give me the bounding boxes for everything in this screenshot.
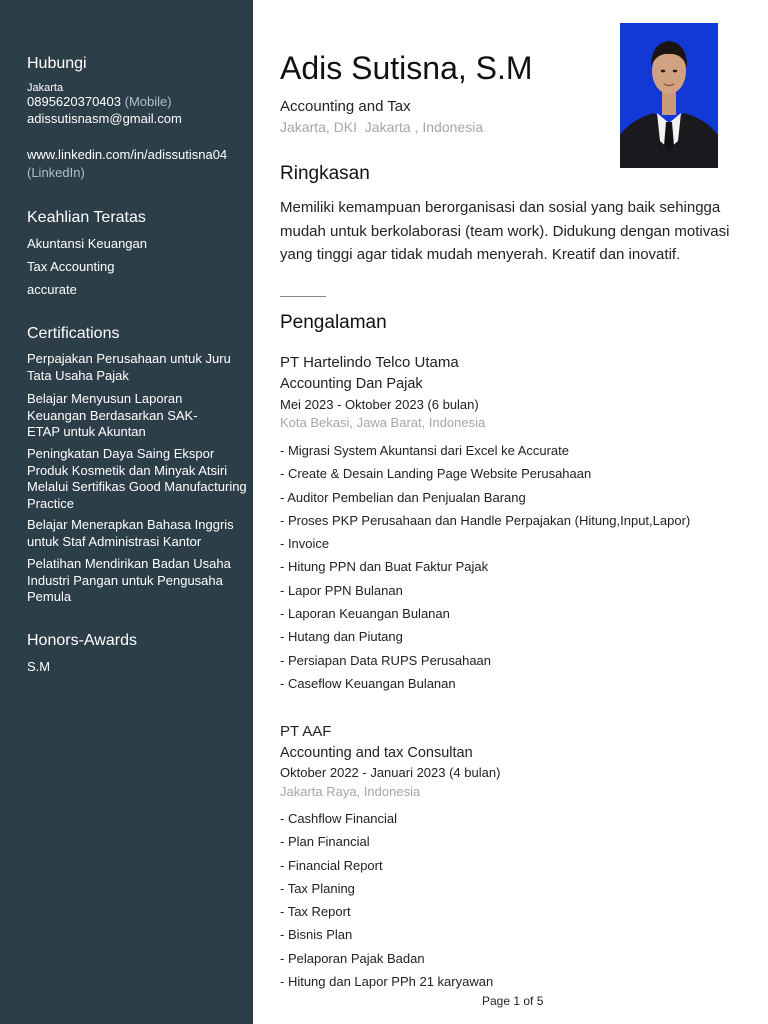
profile-name: Adis Sutisna, S.M [280, 50, 533, 86]
job-bullet: - Caseflow Keuangan Bulanan [280, 675, 456, 691]
profile-photo [620, 23, 718, 168]
job-bullet: - Pelaporan Pajak Badan [280, 950, 425, 966]
phone-type: (Mobile) [124, 94, 172, 109]
job-bullet: - Migrasi System Akuntansi dari Excel ke Accurate [280, 443, 570, 458]
summary-heading: Ringkasan [280, 163, 370, 184]
job-bullet: - Tax Planing [280, 880, 355, 896]
job-bullet-list [280, 807, 750, 993]
summary-text: Memiliki kemampuan berorganisasi dan sosial yang baik sehingga mudah untuk berkolaborasi (team work). Didukung dengan motivasi yang tinggi agar tidak mudah menyerah. Kreatif dan inovatif. [280, 199, 730, 263]
skill-item: Akuntansi Keuangan [27, 236, 147, 251]
contact-heading: Hubungi [27, 55, 87, 72]
job-location: Kota Bekasi, Jawa Barat, Indonesia [280, 415, 486, 430]
job-bullet: - Lapor PPN Bulanan [280, 582, 403, 598]
job-bullet: - Hitung dan Lapor PPh 21 karyawan [280, 974, 494, 990]
job-bullet: - Cashflow Financial [280, 811, 398, 826]
job-bullet: - Hutang dan Piutang [280, 629, 403, 645]
contact-email[interactable]: adissutisnasm@gmail.com [27, 111, 182, 126]
job-bullet: - Bisnis Plan [280, 927, 353, 943]
job-bullet-list [280, 439, 750, 695]
skill-item: accurate [27, 282, 77, 297]
contact-city: Jakarta [27, 82, 64, 94]
job-bullet: - Proses PKP Perusahaan dan Handle Perpajakan (Hitung,Input,Lapor) [280, 512, 691, 528]
certification-item: Belajar Menyusun Laporan Keuangan Berdasarkan SAK-ETAP untuk Akuntan [27, 391, 198, 439]
job-bullet: - Plan Financial [280, 834, 370, 850]
job-company: PT AAF [280, 723, 332, 740]
certifications-heading: Certifications [27, 325, 120, 342]
honor-item: S.M [27, 659, 51, 674]
sidebar [0, 0, 253, 1024]
section-divider [280, 296, 326, 297]
job-bullet: - Financial Report [280, 857, 383, 873]
contact-phone [27, 94, 172, 110]
experience-heading: Pengalaman [280, 312, 387, 333]
job-dates: Mei 2023 - Oktober 2023 (6 bulan) [280, 397, 479, 412]
job-bullet: - Invoice [280, 536, 330, 552]
contact-linkedin[interactable]: www.linkedin.com/in/adissutisna04 [27, 147, 228, 162]
skills-heading: Keahlian Teratas [27, 209, 146, 226]
honors-heading: Honors-Awards [27, 632, 137, 649]
phone-number: 0895620370403 [27, 94, 121, 109]
profile-location: Jakarta, DKI Jakarta , Indonesia [280, 119, 484, 135]
job-bullet: - Laporan Keuangan Bulanan [280, 606, 450, 622]
contact-linkedin-label: (LinkedIn) [27, 165, 85, 180]
job-bullet: - Create & Desain Landing Page Website Perusahaan [280, 466, 592, 482]
job-bullet: - Persiapan Data RUPS Perusahaan [280, 652, 492, 668]
page-number: Page 1 of 5 [482, 994, 544, 1008]
job-role: Accounting Dan Pajak [280, 376, 423, 392]
job-location: Jakarta Raya, Indonesia [280, 784, 421, 799]
certification-item: Pelatihan Mendirikan Badan Usaha Industri Pangan untuk Pengusaha Pemula [27, 556, 231, 604]
certification-item: Belajar Menerapkan Bahasa Inggris untuk Staf Administrasi Kantor [27, 517, 234, 549]
profile-headline: Accounting and Tax [280, 98, 411, 115]
certification-item: Peningkatan Daya Saing Ekspor Produk Kosmetik dan Minyak Atsiri Melalui Sertifikas Good Manufacturing Practice [27, 446, 247, 511]
job-bullet: - Hitung PPN dan Buat Faktur Pajak [280, 559, 489, 575]
job-bullet: - Tax Report [280, 904, 351, 920]
job-dates: Oktober 2022 - Januari 2023 (4 bulan) [280, 765, 501, 780]
certification-item: Perpajakan Perusahaan untuk Juru Tata Usaha Pajak [27, 351, 231, 383]
job-role: Accounting and tax Consultan [280, 745, 473, 761]
portrait-image [620, 23, 718, 168]
skill-item: Tax Accounting [27, 259, 115, 274]
job-company: PT Hartelindo Telco Utama [280, 354, 459, 371]
job-bullet: - Auditor Pembelian dan Penjualan Barang [280, 489, 526, 505]
